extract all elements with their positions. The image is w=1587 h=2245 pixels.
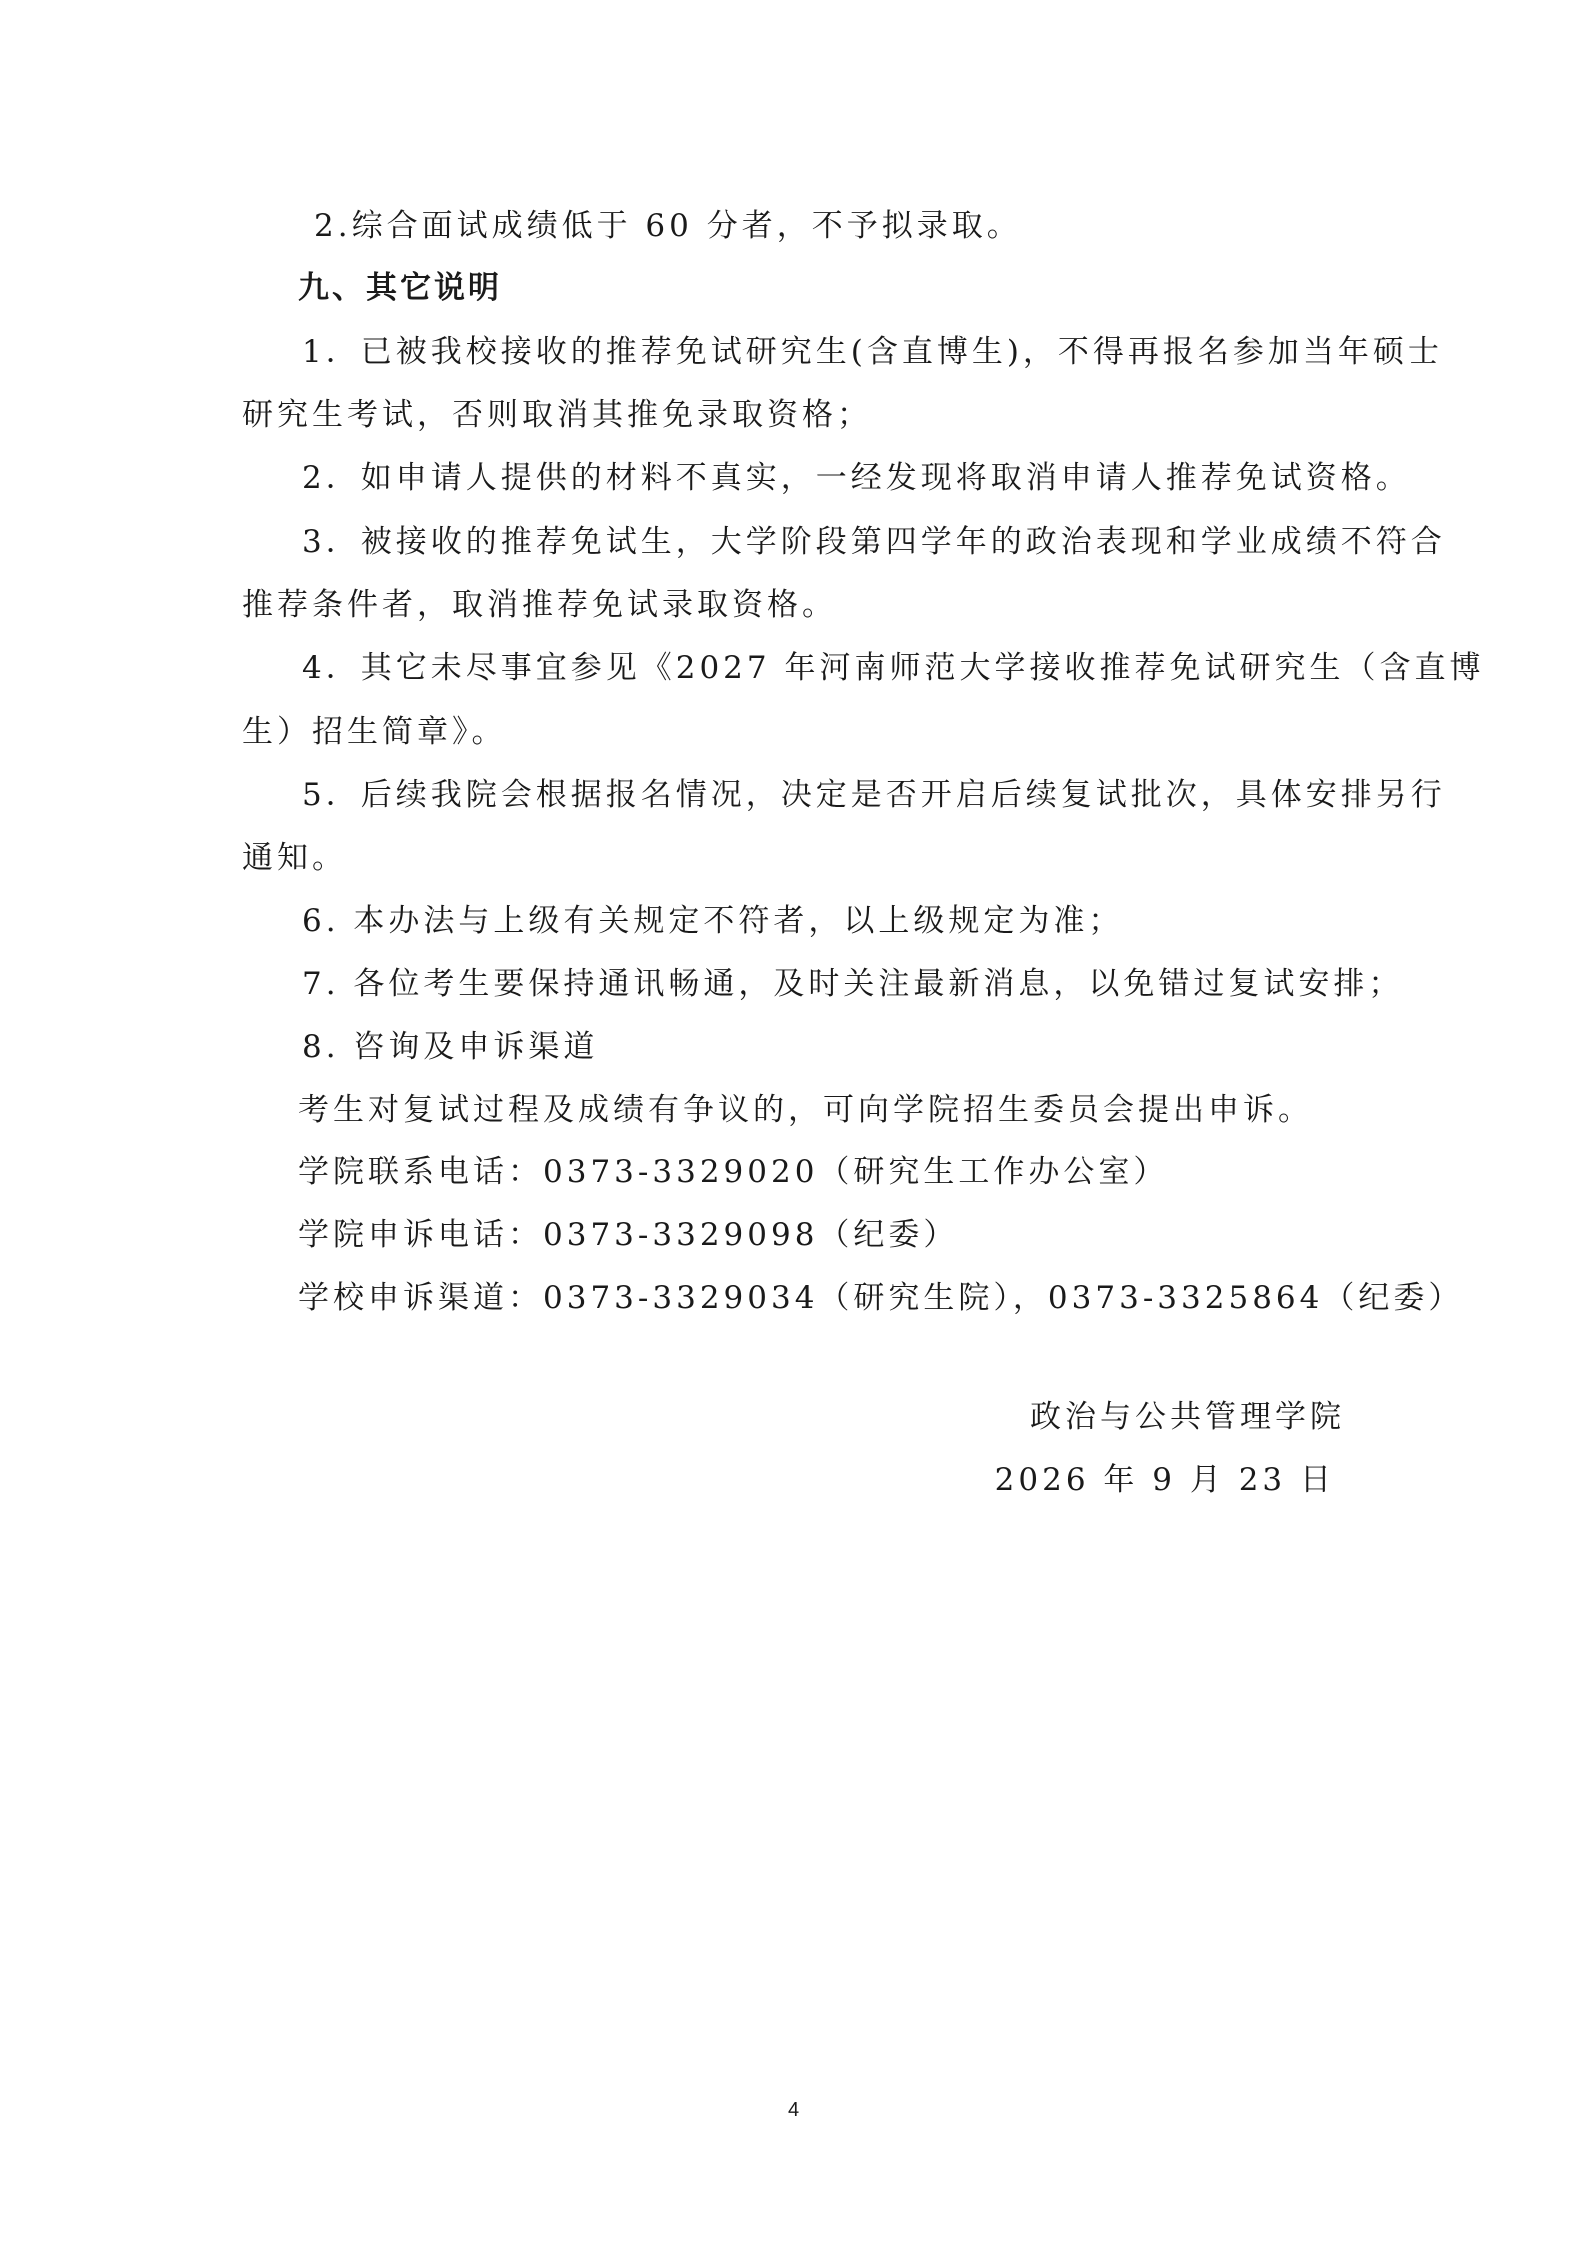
signature-date: 2026 年 9 月 23 日 bbox=[994, 1462, 1335, 1498]
body-line: 推荐条件者，取消推荐免试录取资格。 bbox=[242, 587, 837, 623]
body-line: 1．已被我校接收的推荐免试研究生(含直博生)，不得再报名参加当年硕士 bbox=[302, 334, 1443, 370]
contact-line: 学院联系电话：0373-3329020（研究生工作办公室） bbox=[298, 1154, 1169, 1190]
body-line: 4．其它未尽事宜参见《2027 年河南师范大学接收推荐免试研究生（含直博 bbox=[302, 650, 1485, 686]
body-line: 通知。 bbox=[242, 840, 347, 876]
body-line: 研究生考试，否则取消其推免录取资格； bbox=[242, 397, 872, 433]
body-line: 6. 本办法与上级有关规定不符者，以上级规定为准； bbox=[302, 903, 1124, 939]
body-line: 5．后续我院会根据报名情况，决定是否开启后续复试批次，具体安排另行 bbox=[302, 777, 1446, 813]
body-line: 考生对复试过程及成绩有争议的，可向学院招生委员会提出申诉。 bbox=[298, 1092, 1313, 1128]
signature-org: 政治与公共管理学院 bbox=[1030, 1399, 1345, 1435]
contact-line: 学院申诉电话：0373-3329098（纪委） bbox=[298, 1217, 959, 1253]
section-heading: 九、其它说明 bbox=[298, 270, 502, 306]
contact-line: 学校申诉渠道：0373-3329034（研究生院），0373-3325864（纪委） bbox=[298, 1280, 1464, 1316]
body-line: 2．如申请人提供的材料不真实，一经发现将取消申请人推荐免试资格。 bbox=[302, 460, 1411, 496]
body-line: 3．被接收的推荐免试生，大学阶段第四学年的政治表现和学业成绩不符合 bbox=[302, 524, 1446, 560]
body-line: 生）招生简章》。 bbox=[242, 714, 507, 750]
page-number: 4 bbox=[787, 2099, 800, 2121]
body-line: 8. 咨询及申诉渠道 bbox=[302, 1029, 599, 1065]
body-line: 7. 各位考生要保持通讯畅通，及时关注最新消息，以免错过复试安排； bbox=[302, 966, 1404, 1002]
body-line: 2.综合面试成绩低于 60 分者，不予拟录取。 bbox=[314, 208, 1022, 244]
